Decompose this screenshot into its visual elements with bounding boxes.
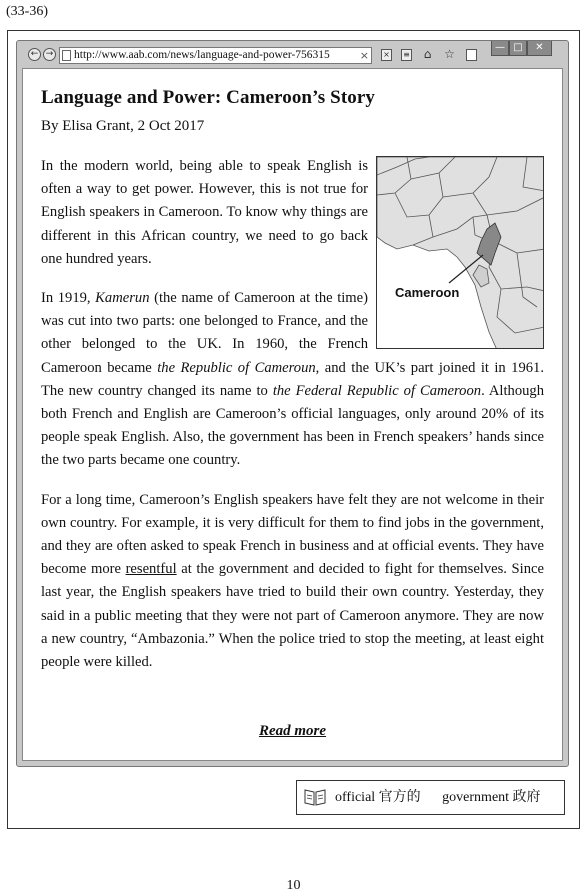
back-icon[interactable]: ← bbox=[28, 48, 41, 61]
paragraph-1-text: In the modern world, being able to speak English is often a way to get power. However, this is not true for English speakers in Cameroon. To know why things are different in this African country, we need to go back one hundred years. bbox=[41, 158, 368, 267]
star-icon[interactable]: ☆ bbox=[444, 47, 455, 61]
glossary-def-2: 政府 bbox=[512, 790, 541, 805]
p2-text-e: , and the UK’s part joined it in 1961. The new country changed its name to bbox=[41, 359, 544, 399]
glossary-box bbox=[296, 780, 565, 815]
book-icon bbox=[304, 788, 326, 806]
p2-republic-cameroun: the Republic of Cameroun bbox=[157, 359, 316, 376]
home-icon[interactable]: ⌂ bbox=[423, 47, 432, 61]
p2-text-c: (the name of Cameroon at the time) was cut into two parts: one belonged to France, and the other belonged to the UK. In 1960, the French Cameroon became bbox=[41, 290, 368, 376]
p2-kamerun: Kamerun bbox=[95, 290, 150, 307]
maximize-icon[interactable]: □ bbox=[509, 41, 527, 56]
africa-map bbox=[376, 156, 544, 349]
browser-window bbox=[16, 40, 569, 767]
browser-toolbar bbox=[17, 41, 568, 68]
glossary-def-1: 官方的 bbox=[378, 790, 421, 805]
p3-text-c: at the government and decided to fight for themselves. Since last year, the English speakers have tried to build their own country. Yesterday, they said in a public meeting that they were not part of Cameroon anymore. They are now a new country, “Ambazonia.” When the police tried to stop the meeting, at least eight people were killed. bbox=[41, 561, 544, 671]
underlined-word: resentful bbox=[125, 561, 177, 578]
p3-text-a: For a long time, Cameroon’s English speakers have felt they are not welcome in their own country. For example, it is very difficult for them to find jobs in the government, and they are often asked to speak French in business and at official events. They have become more bbox=[41, 491, 544, 578]
article-byline: By Elisa Grant, 2 Oct 2017 bbox=[41, 118, 205, 134]
close-icon[interactable]: ✕ bbox=[527, 41, 552, 56]
article-title: Language and Power: Cameroon’s Story bbox=[41, 87, 375, 108]
glossary-word-2: government bbox=[442, 790, 510, 805]
page-icon bbox=[62, 50, 71, 61]
map-label: Cameroon bbox=[395, 285, 460, 300]
glossary-word-1: official bbox=[335, 790, 376, 805]
p2-federal-republic: the Federal Republic of Cameroon bbox=[272, 382, 482, 399]
p2-text-g: . Although both French and English are Cameroon’s official languages, only around 20% of its people speak English. Also, the government has been in French speakers’ hands since the two parts became one country. bbox=[41, 382, 545, 469]
url-text: http://www.aab.com/news/language-and-power-756315 bbox=[74, 49, 330, 61]
read-more-link[interactable]: Read more bbox=[258, 723, 327, 739]
close-tab-icon[interactable]: × bbox=[359, 49, 369, 62]
page-number: 10 bbox=[286, 878, 301, 893]
minimize-icon[interactable]: — bbox=[491, 41, 509, 56]
web-page bbox=[22, 68, 563, 761]
forward-icon[interactable]: → bbox=[43, 48, 56, 61]
compat-icon[interactable]: × bbox=[381, 49, 392, 61]
paragraph-3 bbox=[41, 489, 544, 675]
address-bar[interactable] bbox=[59, 47, 372, 64]
document-icon[interactable]: ≡ bbox=[401, 49, 412, 61]
map-graphic bbox=[377, 157, 544, 349]
section-label: (33-36) bbox=[6, 4, 48, 19]
new-page-icon[interactable] bbox=[466, 49, 477, 61]
p2-text-a: In 1919, bbox=[41, 290, 96, 307]
